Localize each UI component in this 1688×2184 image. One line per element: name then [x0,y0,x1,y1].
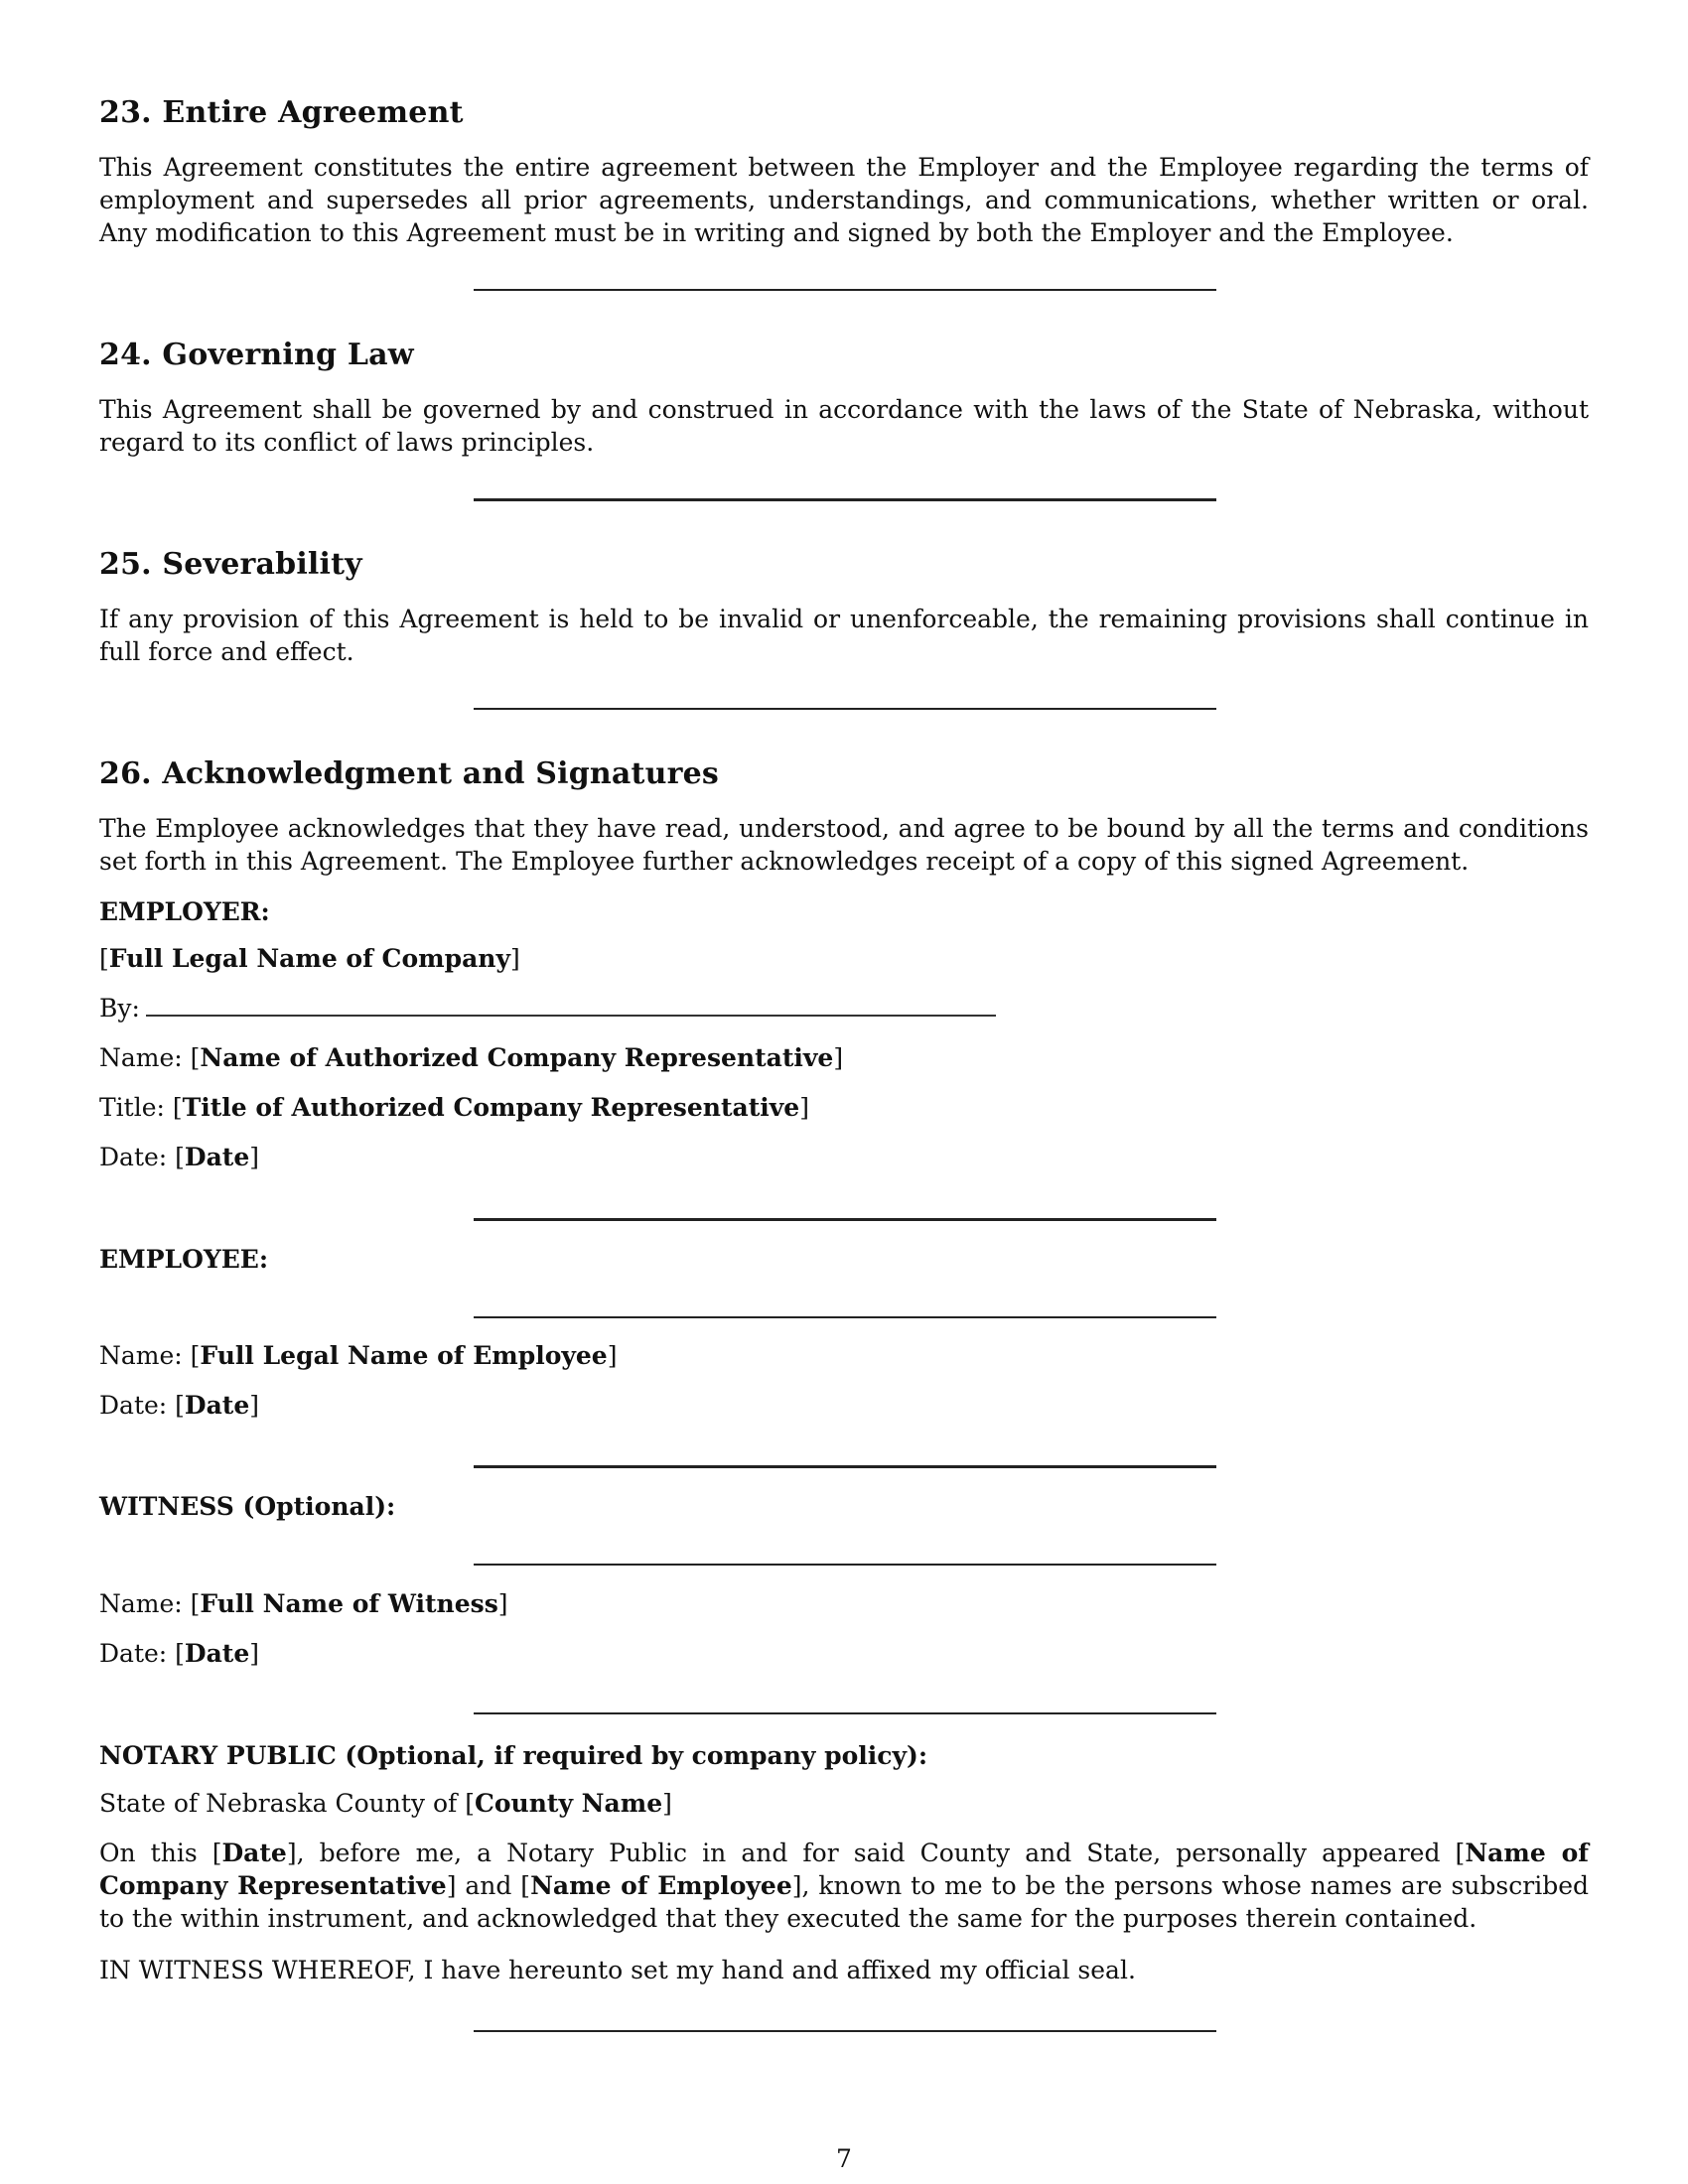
section-heading: 26. Acknowledgment and Signatures [99,756,720,791]
divider [474,1218,1216,1221]
divider [474,1465,1216,1468]
section-body: This Agreement constitutes the entire agreement between the Employer and the Employee regarding the terms of employment and supersedes all prior agreements, understandings, and communications, whether written or oral. Any modification to this Agreement must be in writing and signed by both the Employer and the Employee. [99,153,1589,247]
divider [474,289,1216,291]
section-heading: 25. Severability [99,547,362,582]
employer-label: EMPLOYER: [99,897,270,926]
section-body: If any provision of this Agreement is held to be invalid or unenforceable, the remaining provisions shall continue in full force and effect. [99,605,1589,666]
employee-signature-line[interactable] [474,1316,1216,1318]
witness-signature-line[interactable] [474,1564,1216,1566]
employer-title-line: Title: [Title of Authorized Company Representative] [99,1093,809,1122]
divider [474,708,1216,710]
employer-signature-line[interactable] [146,993,996,1017]
section-body: This Agreement shall be governed by and construed in accordance with the laws of the State of Nebraska, without regard to its conflict of laws principles. [99,395,1589,457]
employer-company: [Full Legal Name of Company] [99,944,520,973]
divider [474,498,1216,501]
notary-county-line: State of Nebraska County of [County Name] [99,1789,672,1818]
section-heading: 23. Entire Agreement [99,95,464,130]
notary-signature-line[interactable] [474,2030,1216,2032]
page-number: 7 [836,2144,852,2173]
section-body: The Employee acknowledges that they have read, understood, and agree to be bound by all the terms and conditions set forth in this Agreement. The Employee further acknowledges receipt of a copy of this signed Agreement. [99,814,1589,876]
witness-name-line: Name: [Full Name of Witness] [99,1589,508,1618]
employee-label: EMPLOYEE: [99,1245,269,1274]
notary-witness-whereof: IN WITNESS WHEREOF, I have hereunto set my hand and affixed my official seal. [99,1956,1136,1984]
employer-date-line: Date: [Date] [99,1143,260,1171]
employer-company-name: Full Legal Name of Company [108,944,510,973]
divider [474,1712,1216,1714]
witness-date-line: Date: [Date] [99,1639,260,1668]
notary-label: NOTARY PUBLIC (Optional, if required by company policy): [99,1741,928,1770]
notary-statement: On this [Date], before me, a Notary Public in and for said County and State, personally appeared [Name of Company Representative] and [Name of Employee], known to me to be the persons whose names are subscribed to the within instrument, and acknowledged that they executed the same for the purposes therein contained. [99,1839,1589,1933]
employee-name-line: Name: [Full Legal Name of Employee] [99,1341,618,1370]
employer-name-line: Name: [Name of Authorized Company Representative] [99,1043,844,1072]
section-heading: 24. Governing Law [99,338,414,372]
employer-by-line: By: [99,992,996,1024]
employee-date-line: Date: [Date] [99,1391,260,1420]
witness-label: WITNESS (Optional): [99,1492,396,1521]
